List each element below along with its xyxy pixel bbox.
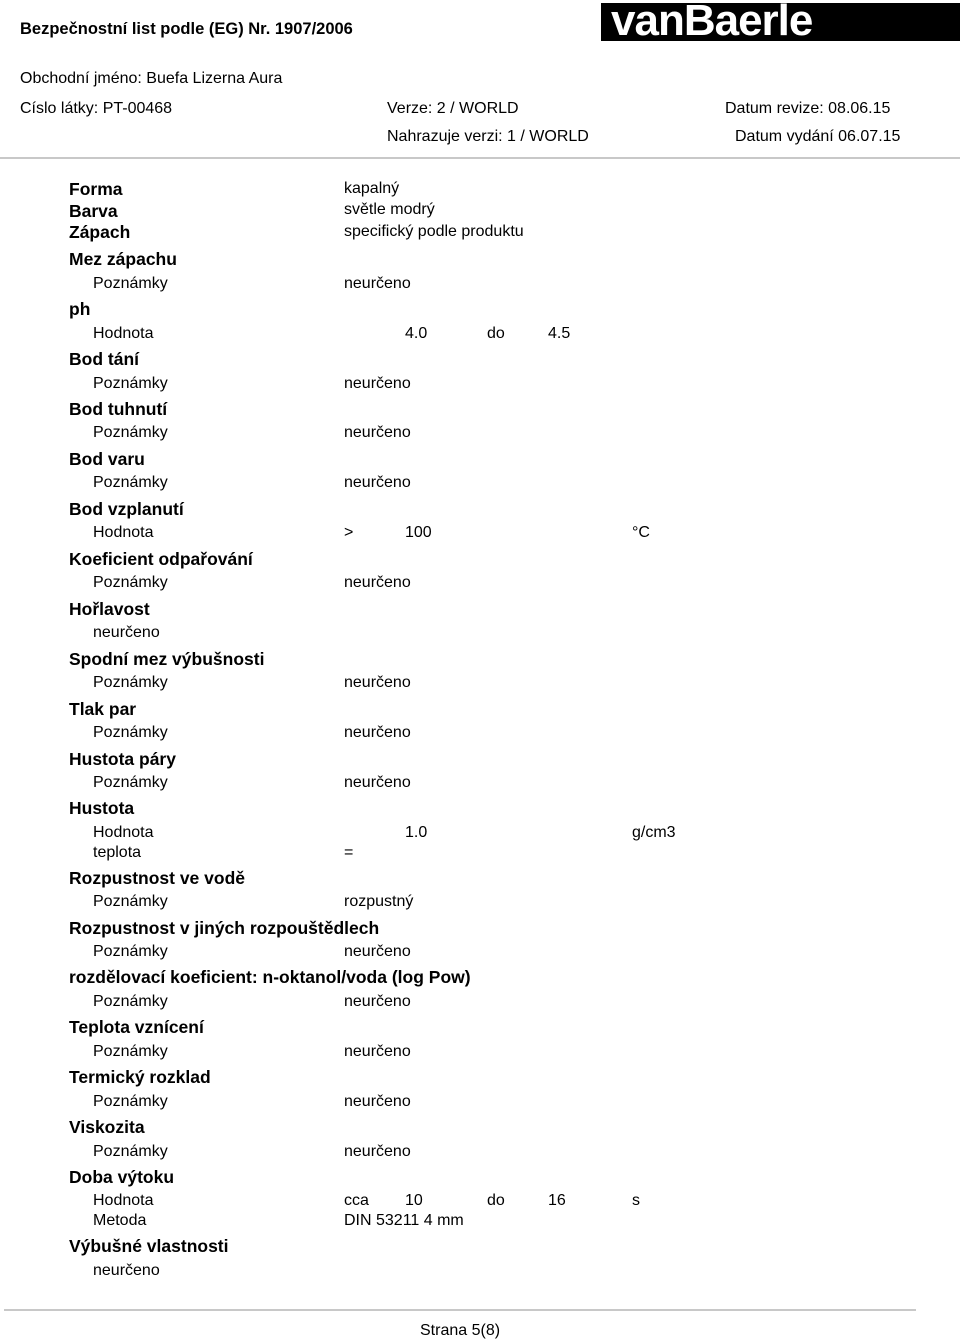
prop-label-rozdelovaci-koeficient: rozdělovací koeficient: n-oktanol/voda (log Pow) [69, 967, 471, 987]
note-label: Poznámky [93, 893, 168, 910]
note-label: Poznámky [93, 943, 168, 960]
note-label: Poznámky [93, 774, 168, 791]
value-label: Hodnota [93, 1192, 154, 1209]
document-title: Bezpečnostní list podle (EG) Nr. 1907/2006 [20, 20, 353, 38]
prop-label-vybusne-vlastnosti: Výbušné vlastnosti [69, 1236, 229, 1256]
company-logo [601, 0, 960, 45]
prop-label-ph: ph [69, 299, 91, 319]
issue-date: Datum vydání 06.07.15 [735, 128, 901, 145]
flash-point-value: 100 [405, 524, 432, 541]
prop-label-forma: Forma [69, 179, 123, 199]
replaces-version: Nahrazuje verzi: 1 / WORLD [387, 128, 589, 145]
flow-time-unit: s [632, 1192, 640, 1209]
prop-label-zapach: Zápach [69, 222, 131, 242]
note-label: Poznámky [93, 674, 168, 691]
ph-to: 4.5 [548, 325, 571, 342]
page-number: Strana 5(8) [420, 1322, 501, 1339]
flow-time-to-label: do [487, 1192, 505, 1209]
prop-label-hustota: Hustota [69, 798, 135, 818]
note-label: Poznámky [93, 1093, 168, 1110]
temperature-label: teplota [93, 844, 142, 861]
prop-value-horlavost: neurčeno [93, 624, 160, 641]
note-label: Poznámky [93, 1043, 168, 1060]
prop-label-barva: Barva [69, 201, 118, 221]
prop-label-rozpustnost-voda: Rozpustnost ve vodě [69, 868, 245, 888]
prop-label-bod-varu: Bod varu [69, 449, 145, 469]
ph-from: 4.0 [405, 325, 428, 342]
prop-label-viskozita: Viskozita [69, 1117, 145, 1137]
note-label: Poznámky [93, 1143, 168, 1160]
note-value: neurčeno [344, 375, 411, 392]
prop-label-bod-tuhnuti: Bod tuhnutí [69, 399, 168, 419]
prop-label-spodni-mez: Spodní mez výbušnosti [69, 649, 265, 669]
note-label: Poznámky [93, 424, 168, 441]
note-label: Poznámky [93, 275, 168, 292]
substance-number: Císlo látky: PT-00468 [20, 100, 173, 117]
density-unit: g/cm3 [632, 824, 676, 841]
note-value: neurčeno [344, 424, 411, 441]
header-divider [0, 157, 960, 159]
note-label: Poznámky [93, 574, 168, 591]
note-value: neurčeno [344, 275, 411, 292]
value-label: Hodnota [93, 824, 154, 841]
note-label: Poznámky [93, 375, 168, 392]
prop-label-hustota-pary: Hustota páry [69, 749, 176, 769]
ph-to-label: do [487, 325, 505, 342]
note-value: neurčeno [344, 774, 411, 791]
prop-value-forma: kapalný [344, 180, 400, 197]
note-value: neurčeno [344, 993, 411, 1010]
note-value: neurčeno [344, 574, 411, 591]
prop-value-barva: světle modrý [344, 201, 435, 218]
note-value: rozpustný [344, 893, 414, 910]
temperature-operator: = [344, 844, 354, 861]
note-label: Poznámky [93, 474, 168, 491]
value-label: Hodnota [93, 325, 154, 342]
note-value: neurčeno [344, 1093, 411, 1110]
prop-value-vybusne-vlastnosti: neurčeno [93, 1262, 160, 1279]
note-value: neurčeno [344, 474, 411, 491]
prop-label-bod-vzplanuti: Bod vzplanutí [69, 499, 184, 519]
prop-label-teplota-vzniceni: Teplota vznícení [69, 1017, 204, 1037]
note-label: Poznámky [93, 724, 168, 741]
version: Verze: 2 / WORLD [387, 100, 519, 117]
density-value: 1.0 [405, 824, 428, 841]
note-value: neurčeno [344, 1043, 411, 1060]
flow-time-to: 16 [548, 1192, 566, 1209]
prop-label-mez-zapachu: Mez zápachu [69, 249, 177, 269]
prop-label-tlak-par: Tlak par [69, 699, 137, 719]
method-label: Metoda [93, 1212, 147, 1229]
prop-label-horlavost: Hořlavost [69, 599, 150, 619]
prop-label-bod-tani: Bod tání [69, 349, 139, 369]
trade-name: Obchodní jméno: Buefa Lizerna Aura [20, 70, 283, 87]
flash-point-unit: °C [632, 524, 650, 541]
prop-label-rozpustnost-jine: Rozpustnost v jiných rozpouštědlech [69, 918, 380, 938]
note-value: neurčeno [344, 724, 411, 741]
prop-value-zapach: specifický podle produktu [344, 223, 524, 240]
value-label: Hodnota [93, 524, 154, 541]
logo-text: vanBaerle [611, 0, 813, 45]
method-value: DIN 53211 4 mm [344, 1212, 464, 1229]
flow-time-from: 10 [405, 1192, 423, 1209]
note-value: neurčeno [344, 1143, 411, 1160]
note-value: neurčeno [344, 674, 411, 691]
flash-point-operator: > [344, 524, 354, 541]
prop-label-koeficient-odparovani: Koeficient odpařování [69, 549, 253, 569]
note-label: Poznámky [93, 993, 168, 1010]
revision-date: Datum revize: 08.06.15 [725, 100, 891, 117]
footer-divider [4, 1309, 916, 1311]
note-value: neurčeno [344, 943, 411, 960]
prop-label-doba-vytoku: Doba výtoku [69, 1167, 175, 1187]
prop-label-termicky-rozklad: Termický rozklad [69, 1067, 211, 1087]
flow-time-approx: cca [344, 1192, 369, 1209]
